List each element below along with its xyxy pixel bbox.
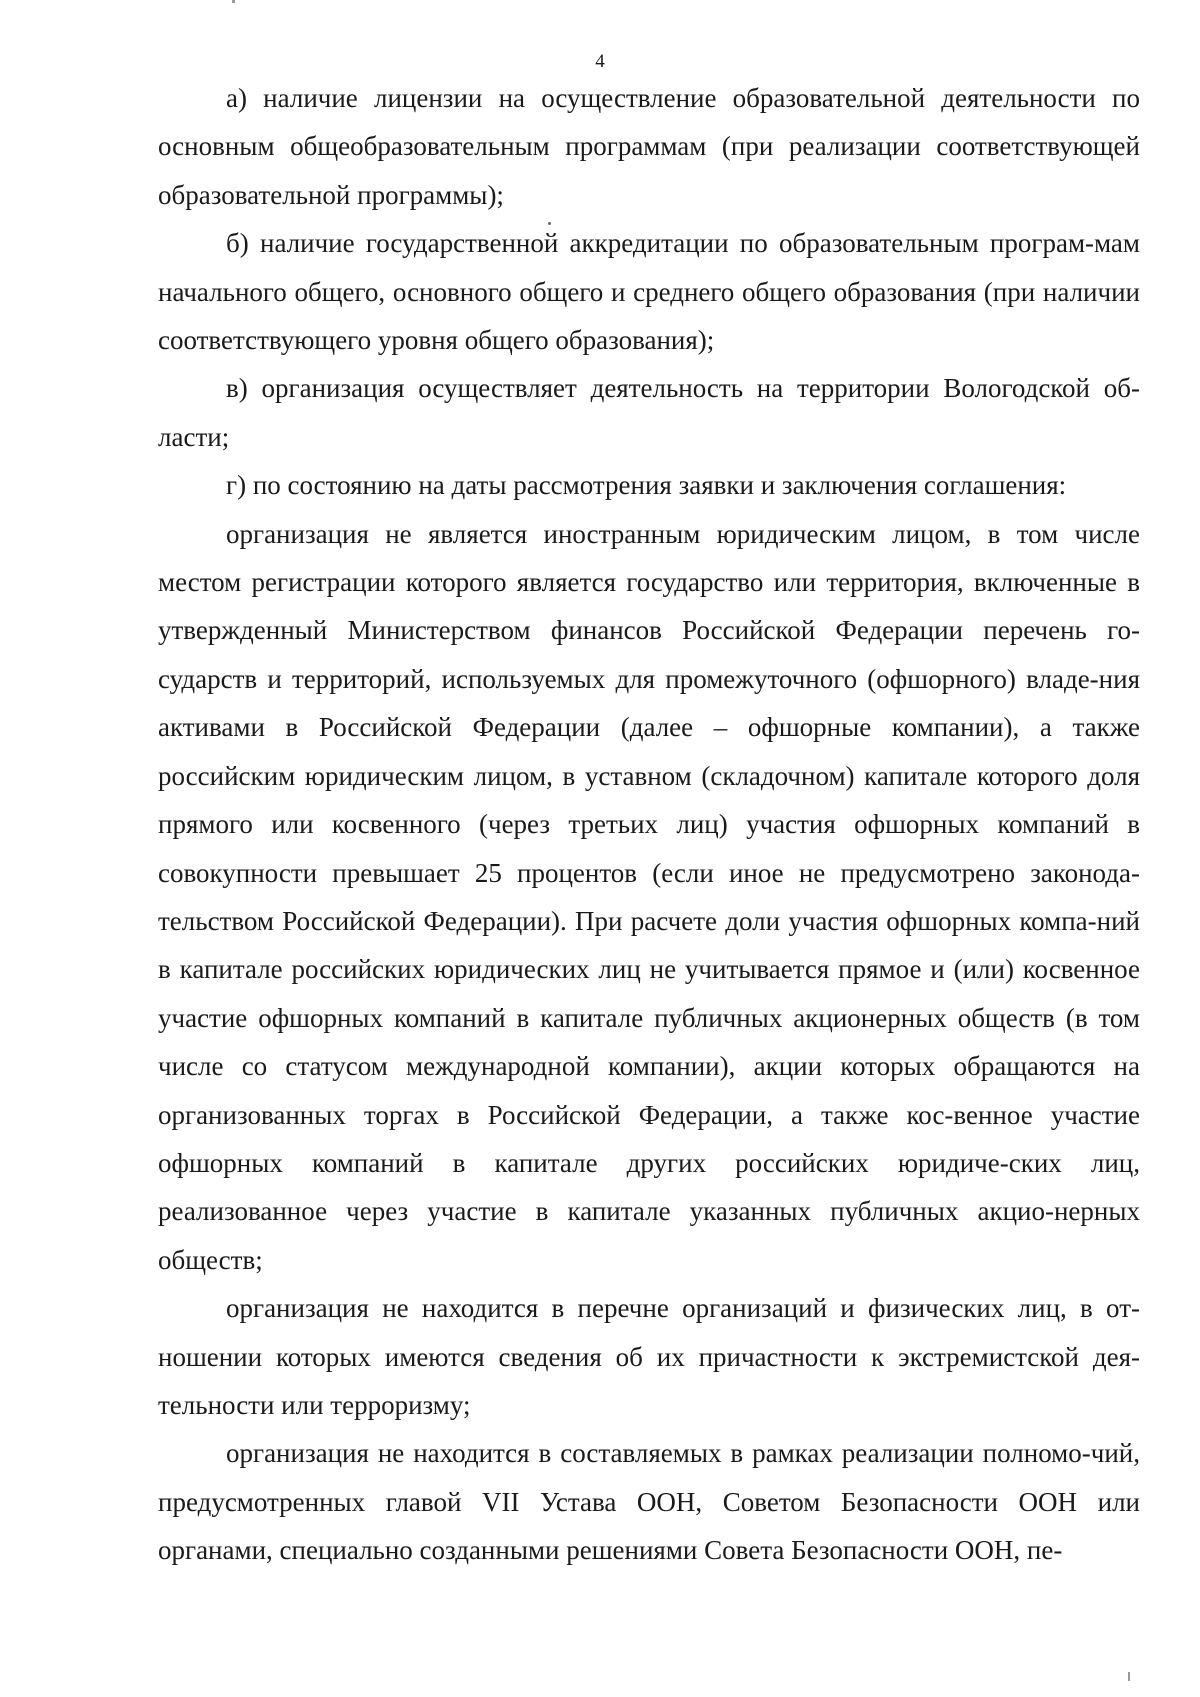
document-body (158, 74, 1140, 1575)
paragraph-not-un-list: организация не находится в составляемых в рамках реализации полномо-чий, предусмотренных главой VII Устава ООН, Советом Безопасности ООН или органами, специально созданными решениями Совета Безопасности ООН, пе- (158, 1438, 1140, 1566)
paragraph-g-conditions: г) по состоянию на даты рассмотрения заявки и заключения соглашения: (226, 470, 1067, 501)
page-number: 4 (595, 51, 605, 72)
paragraph-b-accreditation: б) наличие государственной аккредитации по образовательным програм-мам начального общего, основного общего и среднего общего образования (при наличии соответствующего уровня общего образования); (158, 228, 1140, 356)
scan-artifact (232, 0, 235, 3)
paragraph-v-territory: в) организация осуществляет деятельность на территории Вологодской об-ласти; (158, 373, 1140, 452)
paragraph-a-license: а) наличие лицензии на осуществление образовательной деятельности по основным общеобразовательным программам (при реализации соответствующей образовательной программы); (158, 83, 1140, 210)
scan-artifact (1128, 1672, 1130, 1681)
paragraph-not-foreign-entity: организация не является иностранным юридическим лицом, в том числе местом регистрации которого является государство или территория, включенные в утвержденный Министерством финансов Российской Федерации перечень го-сударств и территорий, используемых для промежуточного (офшорного) владе-ния активами в Российской Федерации (далее – офшорные компании), а также российским юридическим лицом, в уставном (складочном) капитале которого доля прямого или косвенного (через третьих лиц) участия офшорных компаний в совокупности превышает 25 процентов (если иное не предусмотрено законода-тельством Российской Федерации). При расчете доли участия офшорных компа-ний в капитале российских юридических лиц не учитывается прямое и (или) косвенное участие офшорных компаний в капитале публичных акционерных обществ (в том числе со статусом международной компании), акции которых обращаются на организованных торгах в Российской Федерации, а также кос-венное участие офшорных компаний в капитале других российских юридиче-ских лиц, реализованное через участие в капитале указанных публичных акцио-нерных обществ; (158, 518, 1140, 1275)
paragraph-not-extremist-list: организация не находится в перечне организаций и физических лиц, в от-ношении которых имеются сведения об их причастности к экстремистской дея-тельности или терроризму; (158, 1293, 1140, 1420)
